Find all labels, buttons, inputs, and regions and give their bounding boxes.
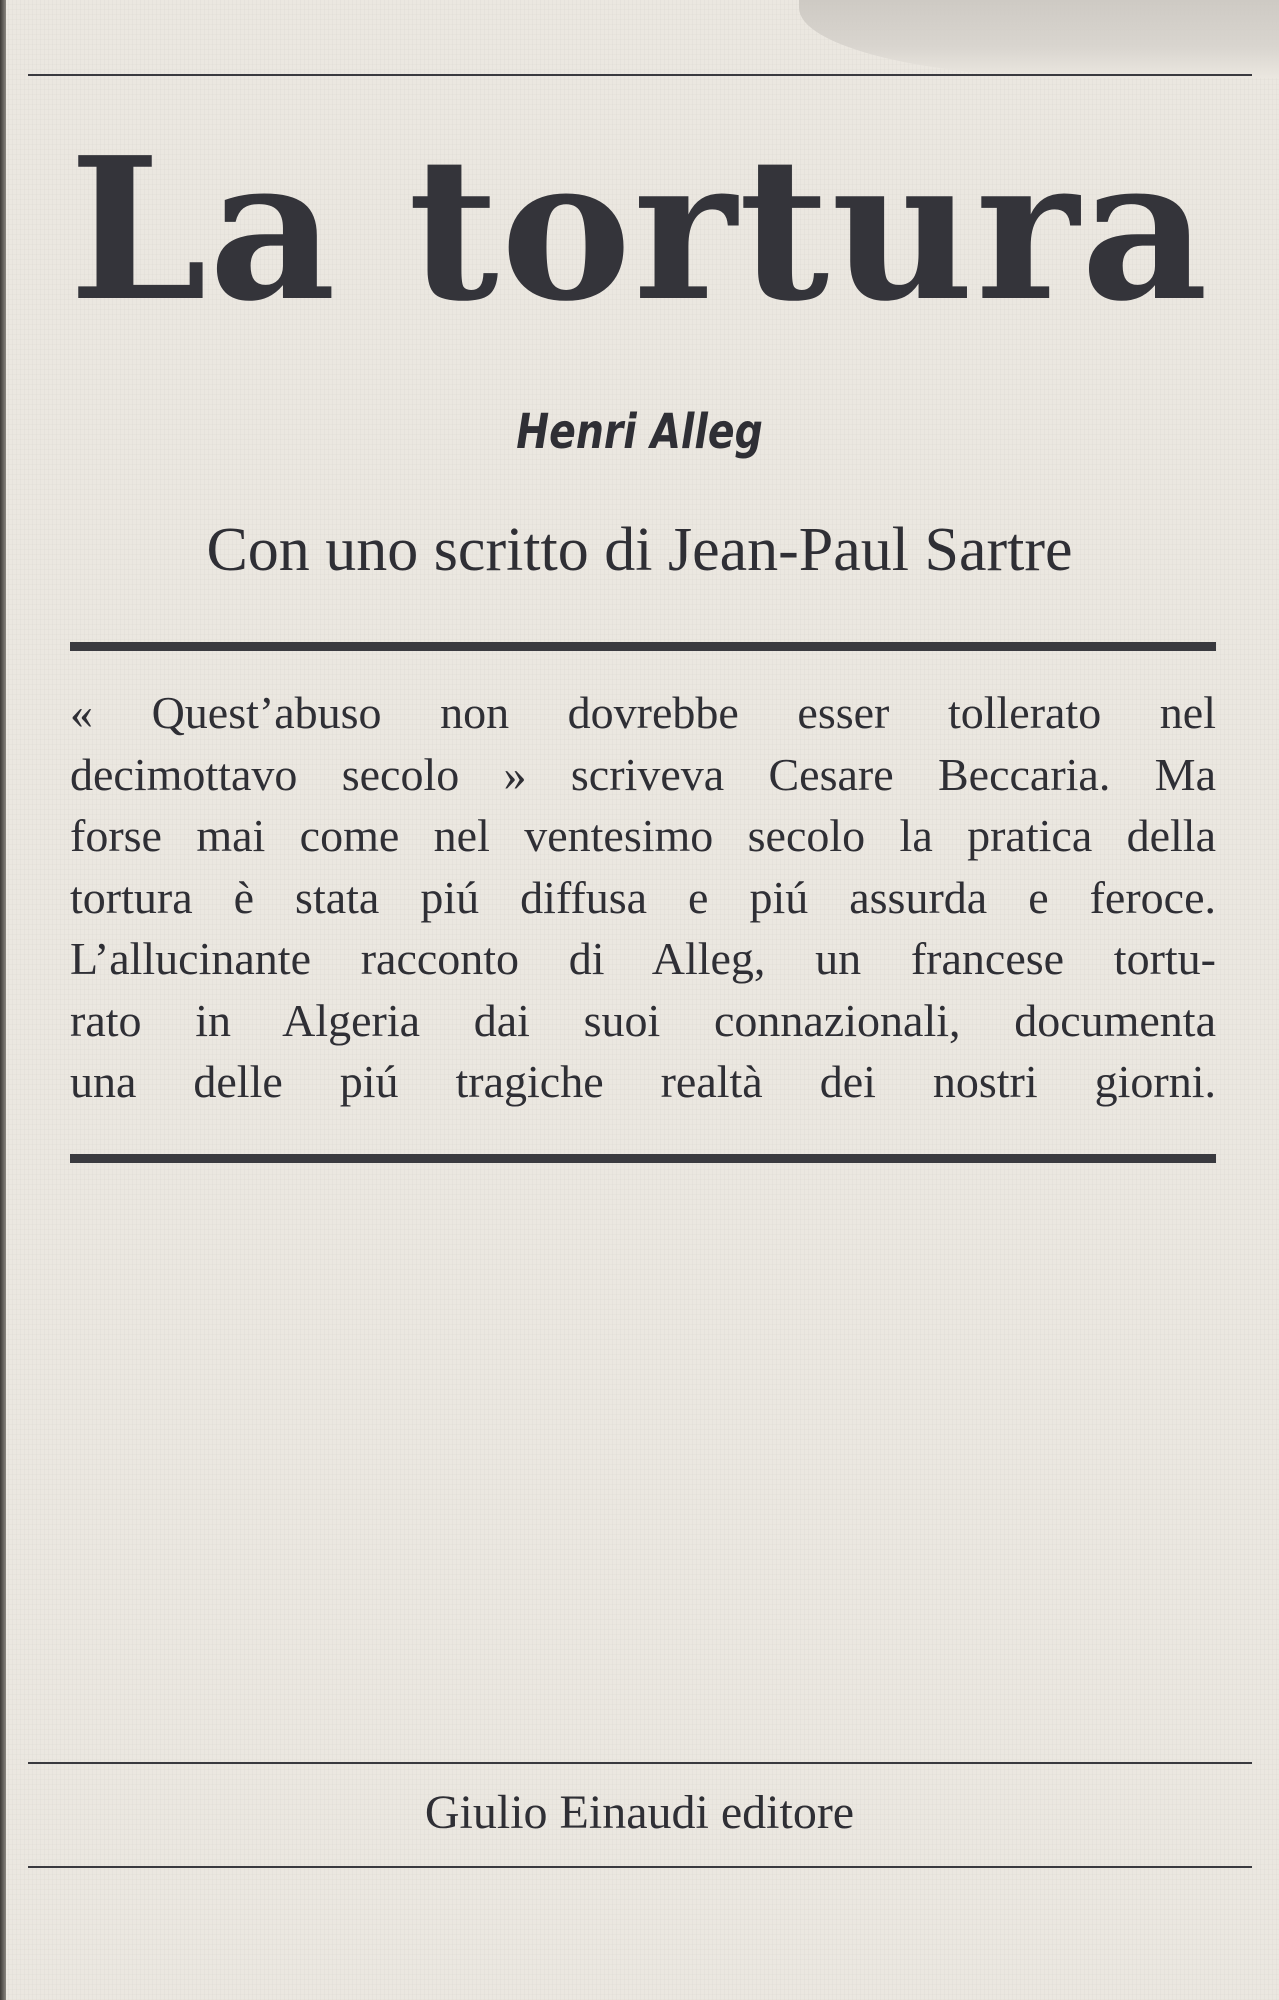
blurb-line: rato in Algeria dai suoi connazionali, documenta	[70, 994, 1216, 1046]
blurb-line: forse mai come nel ventesimo secolo la pratica della	[70, 810, 1216, 861]
publisher-name: Giulio Einaudi editore	[424, 1786, 855, 1839]
book-title: La tortura	[69, 115, 1210, 345]
worn-corner	[799, 0, 1279, 78]
blurb-bottom-rule	[70, 1154, 1216, 1163]
book-subtitle: Con uno scritto di Jean-Paul Sartre	[206, 516, 1073, 584]
book-author: Henri Alleg	[516, 404, 763, 460]
publisher-bottom-rule	[28, 1866, 1252, 1868]
blurb-line: una delle piú tragiche realtà dei nostri giorni.	[70, 1056, 1216, 1107]
blurb-line: L’allucinante racconto di Alleg, un francese tortu-	[70, 933, 1216, 984]
blurb-line: « Quest’abuso non dovrebbe esser tollerato nel	[70, 687, 1216, 738]
blurb-text	[70, 682, 1216, 1113]
blurb-line: tortura è stata piú diffusa e piú assurda e feroce.	[70, 871, 1216, 923]
blurb-top-rule	[70, 642, 1216, 651]
publisher-top-rule	[28, 1762, 1252, 1764]
blurb-line: decimottavo secolo » scriveva Cesare Beccaria. Ma	[70, 748, 1216, 800]
top-rule	[28, 74, 1252, 76]
